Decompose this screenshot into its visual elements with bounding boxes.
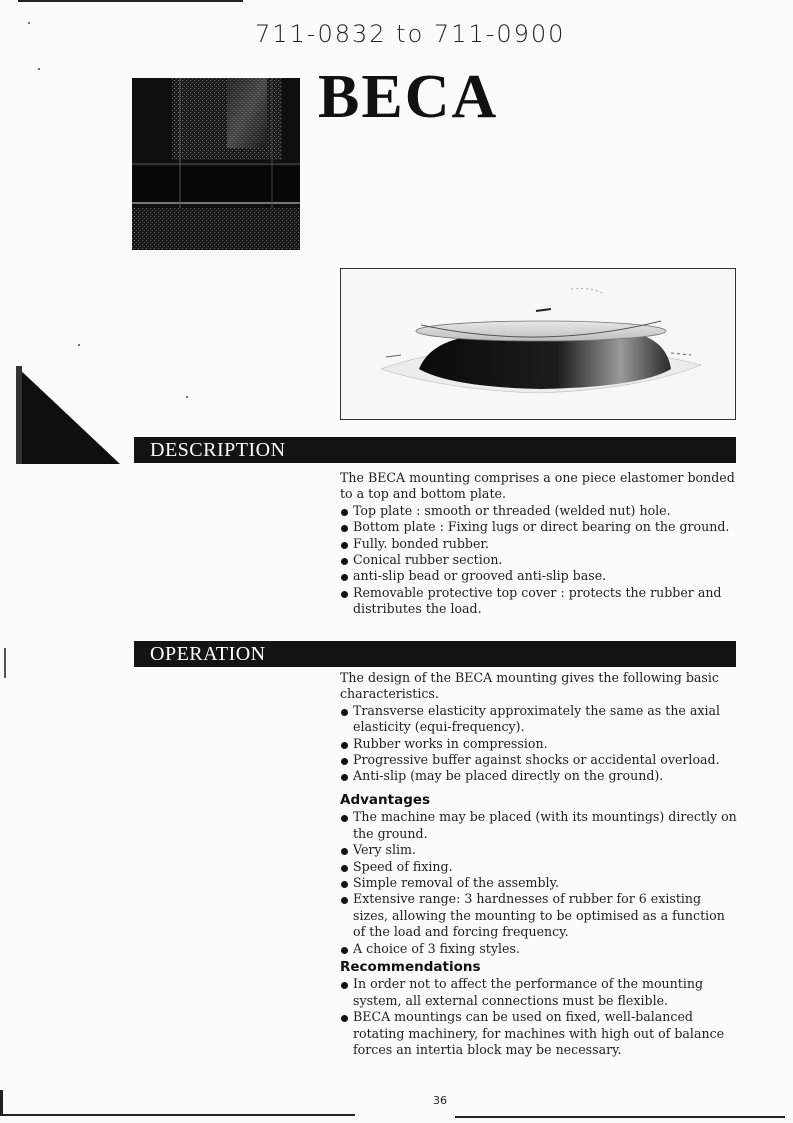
- list-item: The machine may be placed (with its mountings) directly on the ground.: [340, 809, 740, 842]
- operation-body: [340, 670, 740, 785]
- bottom-rule: [455, 1116, 785, 1118]
- description-heading: DESCRIPTION: [150, 439, 286, 461]
- scan-edge-mark: [0, 1090, 3, 1116]
- list-item: Speed of fixing.: [340, 859, 740, 875]
- list-item: Fully. bonded rubber.: [340, 536, 740, 552]
- product-title: BECA: [318, 63, 499, 131]
- description-bullets: [340, 503, 740, 618]
- list-item: Very slim.: [340, 842, 740, 858]
- description-intro: The BECA mounting comprises a one piece elastomer bonded to a top and bottom plate.: [340, 470, 735, 502]
- description-body: [340, 470, 740, 618]
- advantages-bullets: [340, 809, 740, 957]
- product-illustration: [340, 268, 736, 420]
- list-item: Transverse elasticity approximately the same as the axial elasticity (equi-frequency).: [340, 703, 740, 736]
- description-section-bar: [134, 437, 736, 463]
- top-rule: [18, 0, 243, 2]
- list-item: Conical rubber section.: [340, 552, 740, 568]
- operation-intro: The design of the BECA mounting gives the following basic characteristics.: [340, 670, 719, 702]
- operation-bullets: [340, 703, 740, 785]
- scan-edge-mark: [4, 648, 6, 678]
- scan-speck: [38, 68, 40, 70]
- list-item: Simple removal of the assembly.: [340, 875, 740, 891]
- list-item: Extensive range: 3 hardnesses of rubber for 6 existing sizes, allowing the mounting to be optimised as a function of the load and forcing frequency.: [340, 891, 740, 940]
- operation-heading: OPERATION: [150, 643, 266, 665]
- recommendations-bullets: [340, 976, 740, 1058]
- page-number: 36: [433, 1094, 447, 1107]
- list-item: Bottom plate : Fixing lugs or direct bearing on the ground.: [340, 519, 740, 535]
- handwritten-note: 711-0832 to 711-0900: [255, 20, 566, 48]
- scan-speck: [186, 396, 188, 398]
- advantages-body: [340, 792, 740, 957]
- list-item: Top plate : smooth or threaded (welded nut) hole.: [340, 503, 740, 519]
- scan-speck: [78, 344, 80, 346]
- list-item: A choice of 3 fixing styles.: [340, 941, 740, 957]
- operation-section-bar: [134, 641, 736, 667]
- recommendations-body: [340, 959, 740, 1058]
- list-item: BECA mountings can be used on fixed, well-balanced rotating machinery, for machines with high out of balance forces an intertia block may be necessary.: [340, 1009, 740, 1058]
- scan-speck: [28, 22, 30, 24]
- product-photo-thumbnail: [132, 78, 300, 250]
- recommendations-heading: Recommendations: [340, 959, 481, 975]
- list-item: Removable protective top cover : protects the rubber and distributes the load.: [340, 585, 740, 618]
- bottom-rule: [0, 1114, 355, 1116]
- list-item: anti-slip bead or grooved anti-slip base.: [340, 568, 740, 584]
- list-item: In order not to affect the performance of the mounting system, all external connections must be flexible.: [340, 976, 740, 1009]
- advantages-heading: Advantages: [340, 792, 431, 808]
- decorative-triangle: [16, 366, 120, 464]
- list-item: Rubber works in compression.: [340, 736, 740, 752]
- list-item: Progressive buffer against shocks or accidental overload.: [340, 752, 740, 768]
- list-item: Anti-slip (may be placed directly on the ground).: [340, 768, 740, 784]
